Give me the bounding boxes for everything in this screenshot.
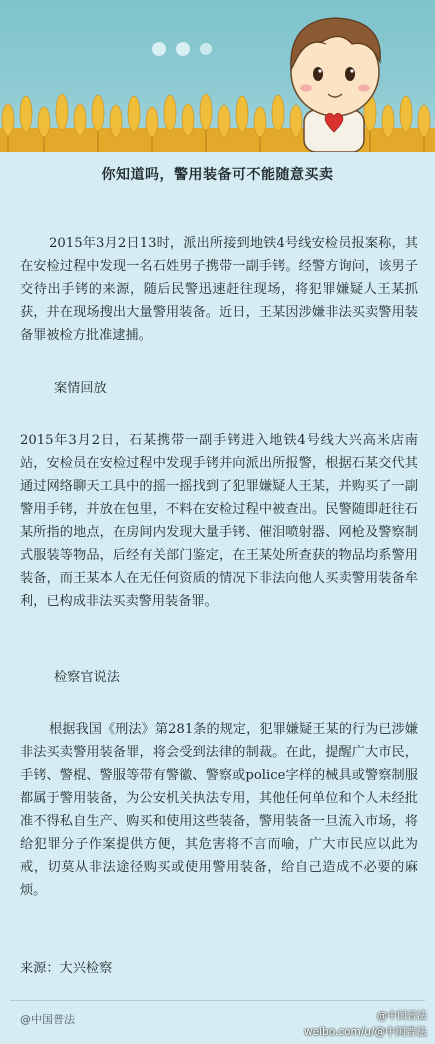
footer-divider <box>10 1000 425 1001</box>
article <box>0 152 435 1012</box>
case-review-paragraph: 2015年3月2日，石某携带一副手铐进入地铁4号线大兴高米店南站，安检员在安检过程中发现手铐并向派出所报警，根据石某交代其通过网络聊天工具中的摇一摇找到了犯罪嫌疑人王某，并购买了一副警用手铐，并放在包里，不料在安检过程中被查出。民警随即赶往石某所指的地点，在房间内发现大量手铐、催泪喷射器、网枪及警察制式服装等物品，后经有关部门鉴定，在王某处所查获的物品均系警用装备，而王某本人在无任何资质的情况下非法向他人买卖警用装备牟利，已构成非法买卖警用装备罪。 <box>20 433 418 609</box>
weibo-watermark: weibo.com/u/@中国普法 <box>304 1026 427 1038</box>
header-banner <box>0 0 435 152</box>
article-source: 来源：大兴检察 <box>20 961 113 976</box>
wheat-field-icon <box>0 94 435 152</box>
prosecutor-paragraph: 根据我国《刑法》第281条的规定，犯罪嫌疑王某的行为已涉嫌非法买卖警用装备罪，将会受到法律的制裁。在此，提醒广大市民，手铐、警棍、警服等带有警徽、警察或police字样的械具或警察制服都属于警用装备，为公安机关执法专用，其他任何单位和个人未经批准不得私自生产、购买和使用这些装备，警用装备一旦流入市场，将给犯罪分子作案提供方便，其危害将不言而喻，广大市民应以此为戒，切莫从非法途径购买或使用警用装备，给自己造成不必要的麻烦。 <box>20 722 418 898</box>
footer-account: @中国普法 <box>20 1013 75 1026</box>
weibo-watermark-name: @中国普法 <box>377 1011 427 1022</box>
section-heading-case-review: 案情回放 <box>54 381 107 396</box>
article-title: 你知道吗，警用装备可不能随意买卖 <box>101 167 334 183</box>
banner-illustration <box>0 0 435 152</box>
intro-paragraph: 2015年3月2日13时，派出所接到地铁4号线安检员报案称，其在安检过程中发现一名石姓男子携带一副手铐。经警方询问，该男子交待出手铐的来源，随后民警迅速赶往现场，将犯罪嫌疑人王某抓获，并在现场搜出大量警用装备。近日，王某因涉嫌非法买卖警用装备罪被检方批准逮捕。 <box>20 236 418 343</box>
section-heading-prosecutor: 检察官说法 <box>54 670 120 685</box>
